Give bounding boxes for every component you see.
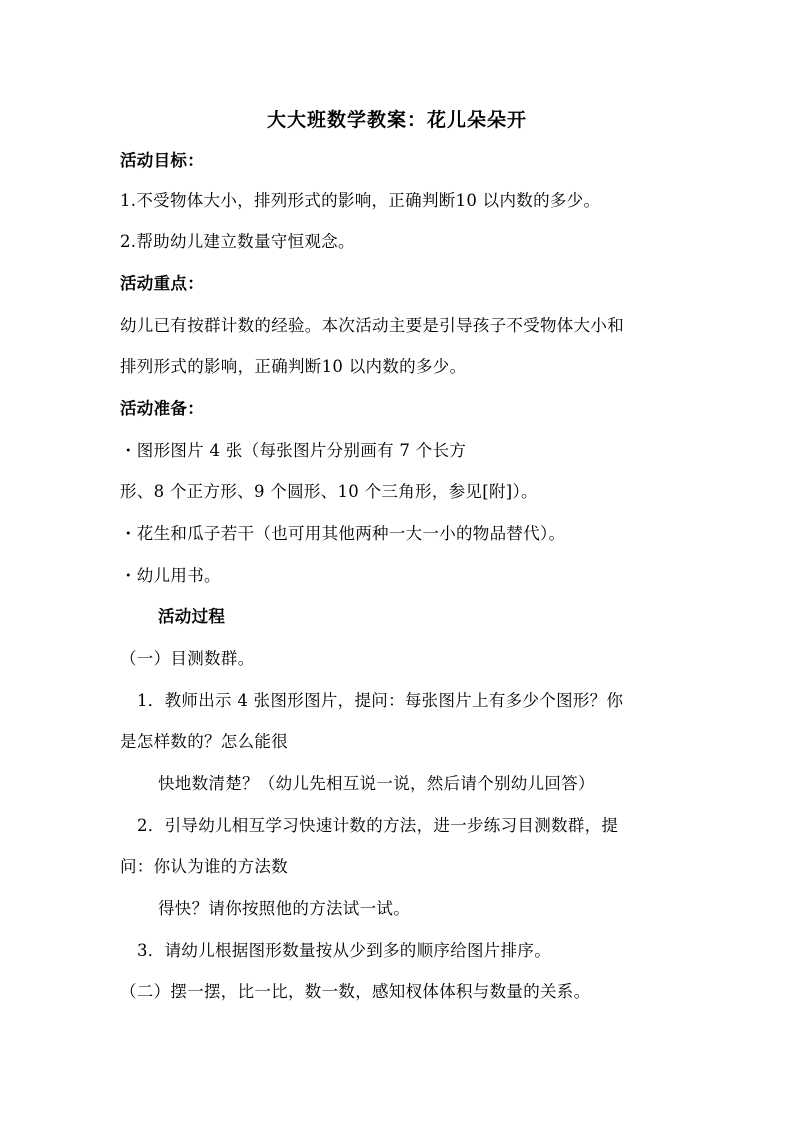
key-points-line-1: 幼儿已有按群计数的经验。本次活动主要是引导孩子不受物体大小和 (120, 316, 624, 335)
key-points-line-2: 排列形式的影响，正确判断10 以内数的多少。 (120, 357, 467, 376)
heading-key-points: 活动重点： (120, 274, 204, 293)
process-step-1: 1．教师出示 4 张图形图片，提问：每张图片上有多少个图形？你 (137, 691, 624, 710)
process-step-2: 2．引导幼儿相互学习快速计数的方法，进一步练习目测数群，提 (137, 816, 619, 835)
process-section-2: （二）摆一摆，比一比，数一数，感知杈体体积与数量的关系。 (120, 982, 591, 1001)
preparation-item-3: ・幼儿用书。 (120, 566, 221, 585)
preparation-item-2: ・花生和瓜子若干（也可用其他两种一大一小的物品替代）。 (120, 524, 566, 543)
preparation-item-1-cont: 形、8 个正方形、9 个圆形、10 个三角形，参见[附]）。 (120, 482, 538, 501)
heading-process: 活动过程 (158, 607, 226, 626)
objective-2: 2.帮助幼儿建立数量守恒观念。 (120, 232, 355, 251)
preparation-item-1: ・图形图片 4 张（每张图片分别画有 7 个长方 (120, 441, 467, 460)
heading-preparation: 活动准备： (120, 399, 204, 418)
process-step-3: 3．请幼儿根据图形数量按从少到多的顺序给图片排序。 (137, 941, 551, 960)
process-step-1-cont: 是怎样数的？怎么能很 (120, 732, 288, 751)
process-step-2-cont: 问：你认为谁的方法数 (120, 857, 288, 876)
process-section-1: （一）目测数群。 (120, 649, 255, 668)
document-title: 大大班数学教案：花儿朵朵开 (266, 109, 527, 131)
objective-1: 1.不受物体大小，排列形式的影响，正确判断10 以内数的多少。 (120, 191, 601, 210)
process-step-1-cont-2: 快地数清楚？（幼儿先相互说一说，然后请个别幼儿回答） (158, 774, 595, 793)
process-step-2-cont-2: 得快？请你按照他的方法试一试。 (158, 899, 410, 918)
heading-objectives: 活动目标： (120, 151, 204, 170)
